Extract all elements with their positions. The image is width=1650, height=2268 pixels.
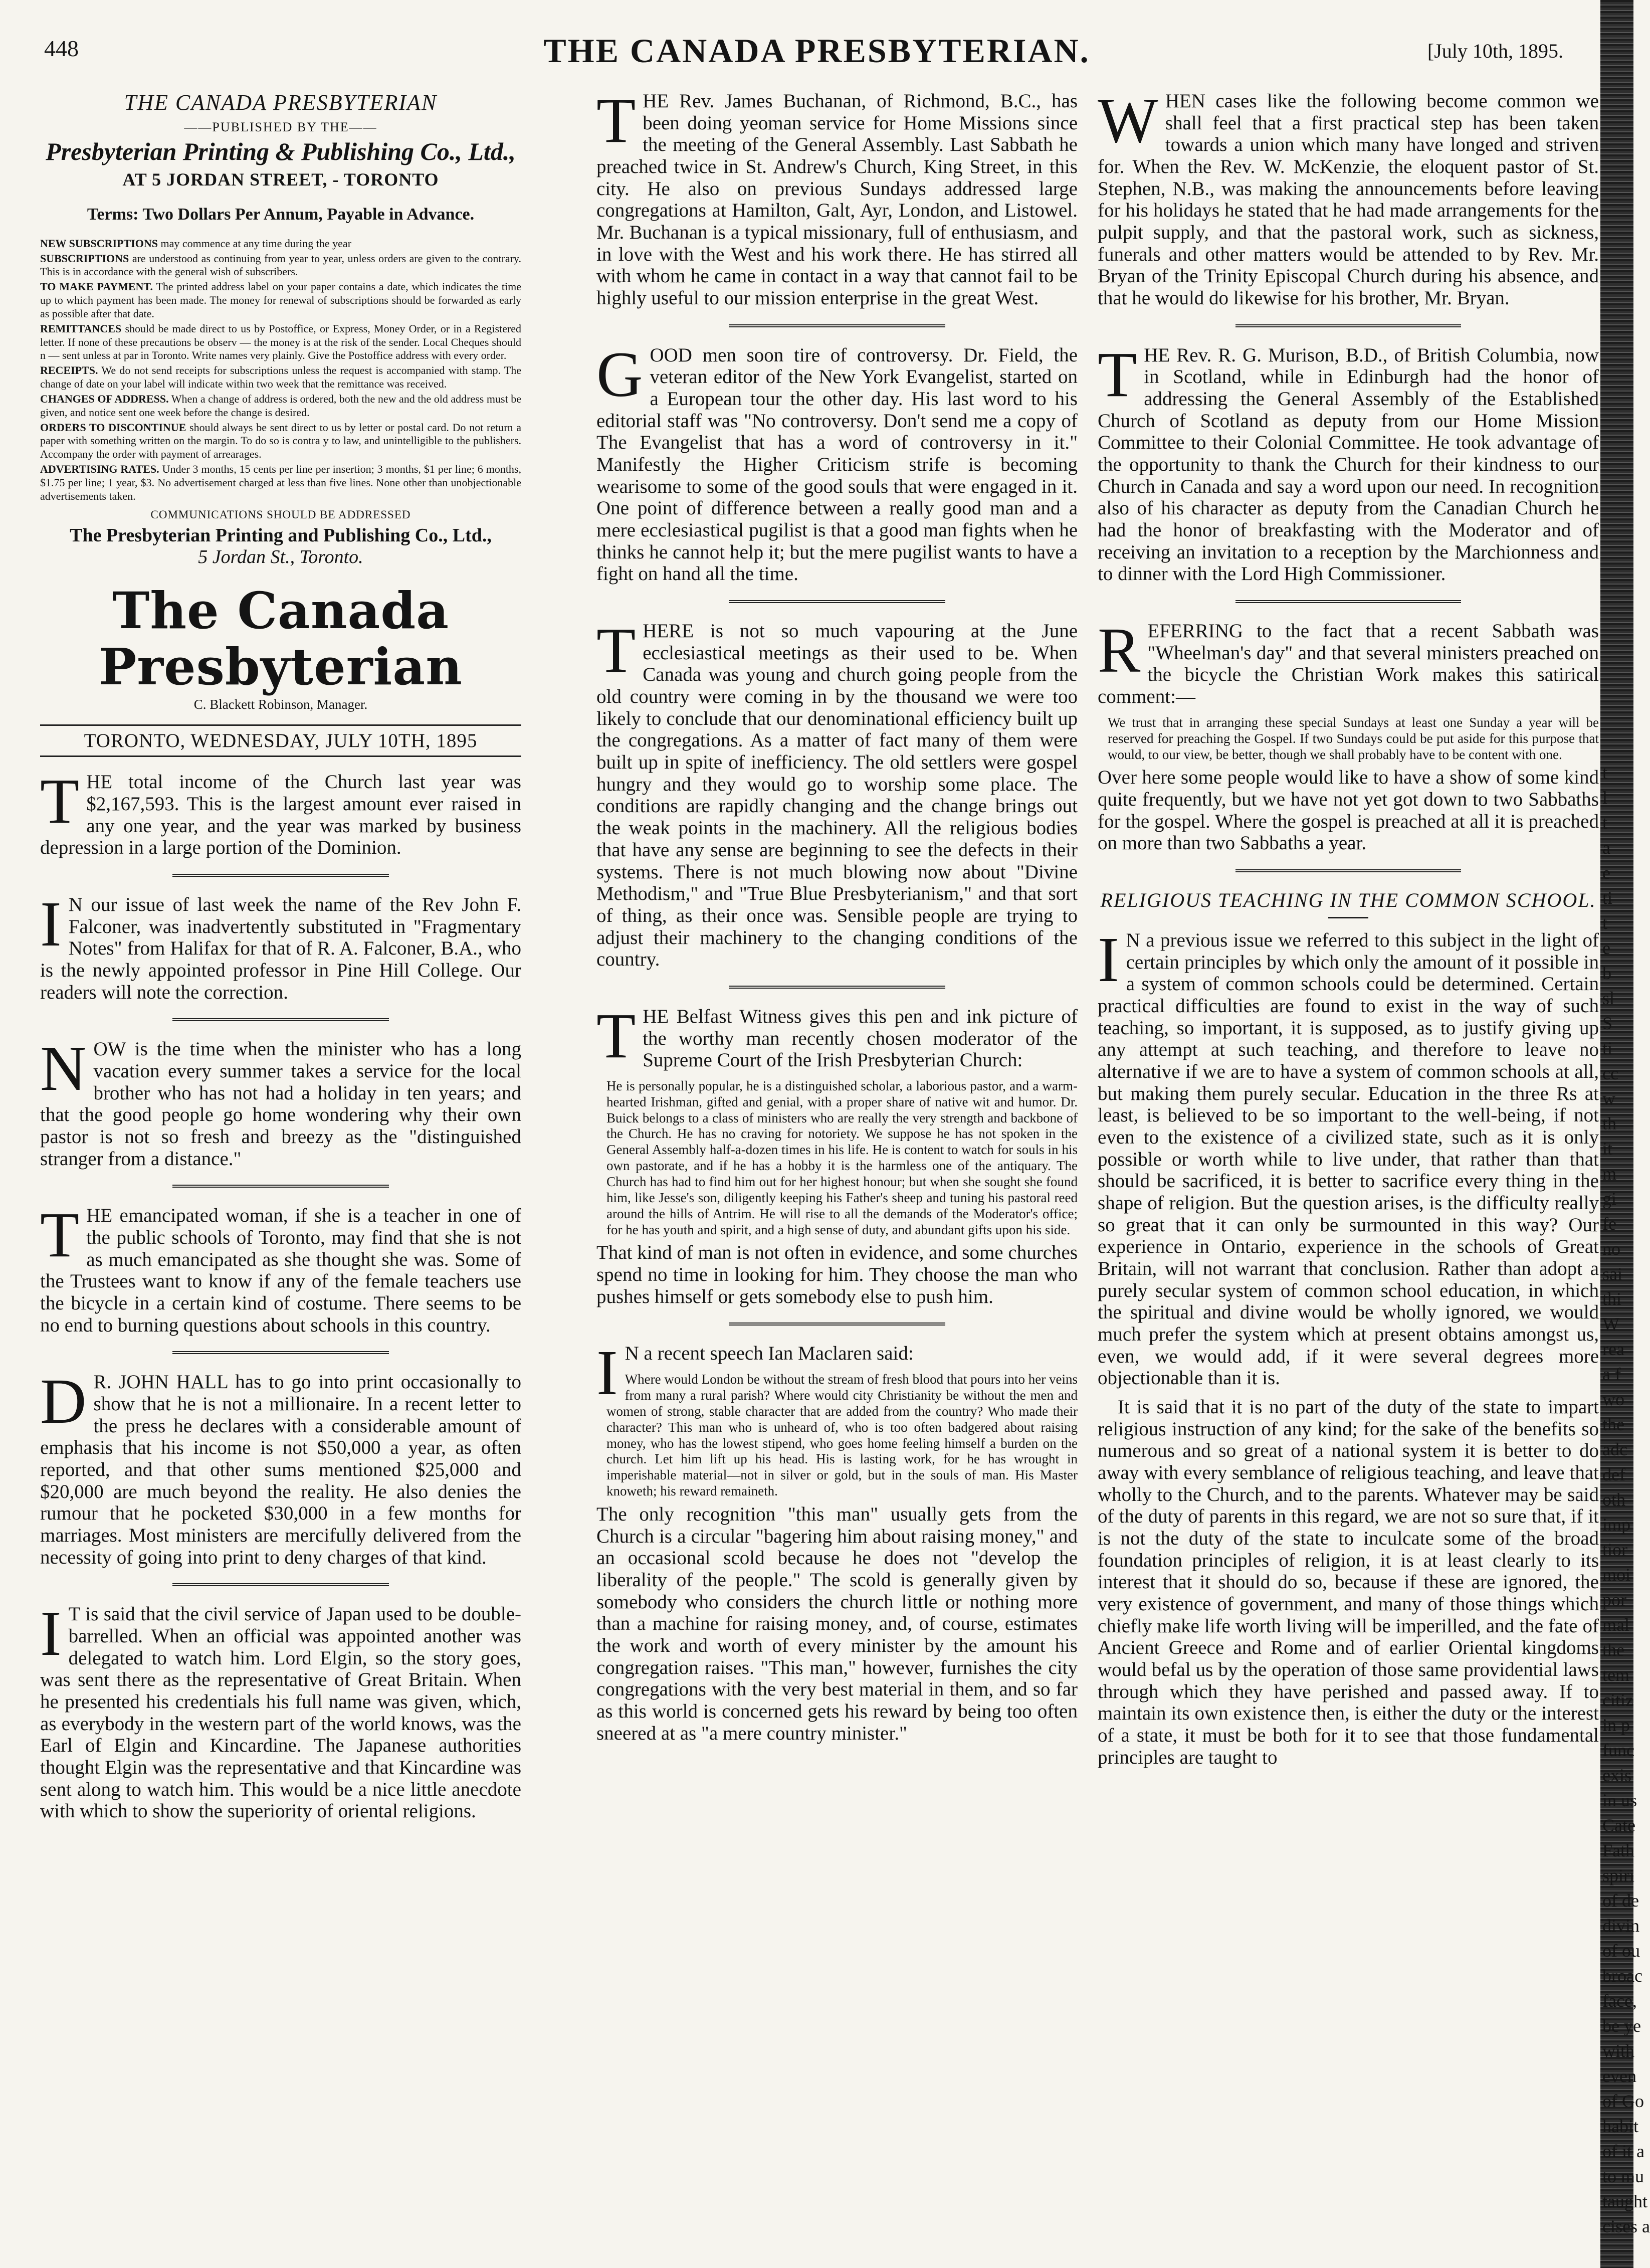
divider	[172, 1018, 389, 1021]
notice-item: ORDERS TO DISCONTINUE should always be sent direct to us by letter or postal card. Do not return a paper with something written on the margin. To do so is contra y to law, and unintelligible to the publishers. Accompany the order with payment of arrearages.	[40, 421, 521, 461]
bleed-through-fragment: thi	[1602, 1289, 1622, 1309]
bleed-through-fragment: with	[1602, 2041, 1635, 2061]
divider	[172, 874, 389, 877]
bleed-through-fragment: por	[1602, 1590, 1626, 1610]
article: THERE is not so much vapouring at the June ecclesiastical meetings as their used to be. When Canada was young and church going people from the old country were coming in by the thousand we were too likely to conclude that our denominational efficiency built up the congregations. As a matter of fact many of them were built up in spite of inefficiency. The old settlers were gospel hungry and they would go to worship some place. The conditions are rapidly changing and the change brings out the weak points in the machinery. All the religious bodies that have any sense are beginning to see the defects in their systems. There is not much blowing now about "Divine Methodism," and "True Blue Presbyterianism," and that sort of thing, as their once was. Sensible people are trying to adjust their machinery to the changing conditions of the country.	[596, 615, 1078, 971]
article: REFERRING to the fact that a recent Sabbath was "Wheelman's day" and that several ministers preached on the bicycle the Christian Work makes this satirical comment:— We trust that in arranging these special Sundays at least one Sunday a year will be reserved for preaching the Gospel. If two Sundays could be put aside for this purpose that would, to our view, be better, though we shall probably have to be content with one. Over here some people would like to have a show of some kind quite frequently, but we have not yet got down to two Sabbaths for the gospel. Where the gospel is preached at all it is preached on more than two Sabbaths a year.	[1098, 615, 1599, 854]
article: IT is said that the civil service of Japan used to be double-barrelled. When an official was appointed another was delegated to watch him. Lord Elgin, so the story goes, was sent there as the representative of Great Britain. When he presented his credentials his full name was given, which, as everybody in the western part of the world knows, was the Earl of Elgin and Kincardine. The Japanese authorities thought Elgin was the representative and that Kincardine was sent along to watch him. This would be a nice little anecdote with which to show the superiority of oriental religions.	[40, 1598, 521, 1822]
bleed-through-fragment: of ou	[1602, 1941, 1640, 1961]
notice-item: TO MAKE PAYMENT. The printed address label on your paper contains a date, which indicates the time up to which payment has been made. The money for renewal of subscriptions should be forwarded as early as possible after that date.	[40, 280, 521, 320]
bleed-through-fragment: of Go	[1602, 2091, 1644, 2111]
notice-item: SUBSCRIPTIONS are understood as continuing from year to year, unless orders are given to the contrary. This is in accordance with the general wish of subscribers.	[40, 252, 521, 278]
divider	[1235, 869, 1461, 872]
dateline: TORONTO, WEDNESDAY, JULY 10TH, 1895	[40, 724, 521, 758]
bleed-through-fragment: rea	[1602, 1339, 1624, 1359]
bleed-through-fragment: imp	[1602, 1515, 1631, 1535]
bleed-through-fragment: th	[1602, 1113, 1617, 1133]
divider	[1235, 324, 1461, 327]
bleed-through-fragment: e	[1602, 938, 1610, 958]
bleed-through-fragment: broac	[1602, 1966, 1642, 1986]
column-2	[596, 85, 1078, 1759]
bleed-through-fragment: of de	[1602, 1891, 1639, 1911]
bleed-through-fragment: t	[1602, 763, 1608, 783]
page-header-title: THE CANADA PRESBYTERIAN.	[543, 32, 1090, 70]
block-quote: We trust that in arranging these special Sundays at least one Sunday a year will be reserved for preaching the Gospel. If two Sundays could be put aside for this purpose that would, to our view, be better, though we shall probably have to be content with one.	[1108, 714, 1599, 762]
page-number: 448	[44, 36, 79, 61]
bleed-through-fragment: exis	[1602, 1765, 1631, 1785]
divider	[1328, 917, 1368, 918]
bleed-through-fragment: l	[1602, 788, 1608, 808]
divider	[729, 600, 945, 603]
bleed-through-fragment: ti	[1602, 888, 1613, 908]
gothic-title: The Canada Presbyterian	[99, 581, 463, 697]
bleed-through-fragment: func	[1602, 1740, 1634, 1760]
article: THE Rev. James Buchanan, of Richmond, B.C., has been doing yeoman service for Home Missions since the meeting of the General Assembly. Last Sabbath he preached twice in St. Andrew's Church, King Street, in this city. He also on previous Sundays addressed large congregations at Hamilton, Galt, Ayr, London, and Listowel. Mr. Buchanan is a typical missionary, full of enthusiasm, and in love with the West and his work there. He has stirred all with whom he came in contact in a way that cannot fail to be highly useful to our mission enterprise in the great West.	[596, 85, 1078, 309]
bleed-through-fragment: mal	[1602, 1615, 1629, 1635]
bleed-through-fragment: W	[1602, 1314, 1619, 1334]
bleed-through-fragment: sai	[1602, 1264, 1622, 1284]
divider	[172, 1185, 389, 1188]
page-header-date: [July 10th, 1895.	[1427, 40, 1563, 62]
masthead-name: THE CANADA PRESBYTERIAN	[124, 90, 438, 115]
masthead-terms: Terms: Two Dollars Per Annum, Payable in Advance.	[87, 205, 475, 224]
bleed-through-fragment: be ye	[1602, 2016, 1641, 2036]
divider	[1235, 600, 1461, 603]
bleed-through-fragment: Cate	[1602, 1815, 1635, 1835]
article: IN a previous issue we referred to this subject in the light of certain principles by which only the amount of it possible in a system of common schools could be determined. Certain practical difficulties are found to exist in the way of such teaching, so important, it is supposed, as to justify giving up any attempt at such teaching, and therefore to leave no alternative if we are to have a system of common schools at all, but making them purely secular. Education in the three Rs at least, is believed to be so important to the well-being, if not even to the existence of a civilized state, such as it is only possible or worth while to live under, that rather than that should be sacrificed, it is better to sacrifice every thing in the shape of religion. But the question arises, is the difficulty really so great that it can only be surmounted in this way? Our experience in Ontario, experience in the schools of Great Britain, will not warrant that conclusion. Rather than adopt a purely secular system of common school education, in which the spiritual and divine would be wholly ignored, we would much prefer the system which at present obtains amongst us, even, we would add, if it were several degrees more objectionable than it is. It is said that it is no part of the duty of the state to impart religious instruction of any kind; for the sake of the benefits so numerous and so great of a national system it is better to do away with every semblance of religious teaching, and leave that wholly to the Church, and to the parents. Whatever may be said of the duty of parents in this regard, we are not so sure that, if it is not the duty of the state to inculcate some of the broad foundation principles of religion, it is at least clearly to its interest that it should do so, because if these are ignored, the very existence of government, and many of those things which chiefly make life worth living will be imperilled, and the fate of Ancient Greece and Rome and of earlier Oriental kingdoms would befal us by the operation of those same providential laws through which they have perished and passed away. If to maintain its own existence then, is either the duty or the interest of a state, it must be both for it to see that those fundamental principles are taught to	[1098, 923, 1599, 1768]
column-3	[1098, 85, 1599, 1783]
article: THE Rev. R. G. Murison, B.D., of British Columbia, now in Scotland, while in Edinburgh had the honor of addressing the General Assembly of the Established Church of Scotland as deputy from our Home Mission Committee to their Colonial Committee. He took advantage of the opportunity to thank the Church for their kindness to our Church in Canada and say a word upon our need. In recognition also of his character as deputy from the Canadian Church he had the honor of breakfasting with the Moderator and of receiving an invitation to a reception by the Marchionness and to dinner with the Lord High Commissioner.	[1098, 338, 1599, 585]
bleed-through-fragment: tem	[1602, 1665, 1629, 1685]
bleed-through-fragment: cc	[1602, 1063, 1618, 1083]
notice-item: NEW SUBSCRIPTIONS may commence at any time during the year	[40, 237, 352, 250]
bleed-through-fragment: S	[1602, 1013, 1613, 1033]
article: THE total income of the Church last year was $2,167,593. This is the largest amount ever raised in any one year, and the year was marked by business depression in a large portion of the Dominion.	[40, 766, 521, 859]
bleed-through-fragment: Fath	[1602, 1840, 1635, 1860]
bleed-through-fragment: even	[1602, 2066, 1636, 2086]
bleed-through-fragment: tior	[1602, 1540, 1627, 1560]
notice-item: ADVERTISING RATES. Under 3 months, 15 cents per line per insertion; 3 months, $1 per line; 6 months, $1.75 per line; 1 year, $3. No advertisement charged at less than five lines. None other than unobjectionable advertisements taken.	[40, 463, 521, 502]
masthead-address: AT 5 JORDAN STREET, - TORONTO	[122, 169, 439, 190]
manager-line: C. Blackett Robinson, Manager.	[193, 697, 368, 712]
bleed-through-fragment: habit	[1602, 2116, 1638, 2136]
masthead-published-by: ——PUBLISHED BY THE——	[184, 120, 377, 135]
masthead-company: Presbyterian Printing & Publishing Co., Ltd.,	[46, 137, 516, 166]
divider	[729, 1322, 945, 1326]
notice-item: CHANGES OF ADDRESS. When a change of address is ordered, both the new and the old address must be given, and notice sent one week before the change is desired.	[40, 392, 521, 419]
bleed-through-fragment: citiz	[1602, 1690, 1633, 1710]
bleed-through-fragment: oth	[1602, 1489, 1626, 1509]
article: THE Belfast Witness gives this pen and ink picture of the worthy man recently chosen moderator of the Supreme Court of the Irish Presbyterian Church: He is personally popular, he is a distinguished scholar, a laborious pastor, and a warm-hearted Irishman, gifted and genial, with a proper share of native wit and humor. Dr. Buick belongs to a class of ministers who are really the very strength and backbone of the Church. He has no craving for notoriety. We suppose he has not spoken in the General Assembly half-a-dozen times in his life. He is content to watch for souls in his own pastorate, and if he has a hobby it is the harmless one of the antiquary. The Church has had to find him out for her highest honour; but when she sought she found him, like Jesse's son, diligently keeping his Father's sheep and tuning his pastoral reed around the hills of Antrim. He will rise to all the demands of the Moderator's office; for he has youth and spirit, and a high sense of duty, and abundant gifts upon his side. That kind of man is not often in evidence, and some churches spend no time in looking for him. They choose the man who pushes himself or gets somebody else to push him.	[596, 1000, 1078, 1307]
bleed-through-fragment: in us	[1602, 1790, 1637, 1810]
bleed-through-fragment: to mu	[1602, 2166, 1644, 2186]
article: GOOD men soon tire of controversy. Dr. Field, the veteran editor of the New York Evangelist, started on a European tour the other day. His last word to his editorial staff was "No controversy. Don't send me a copy of The Evangelist that has a word of controversy in it." Manifestly the Higher Criticism strife is becoming wearisome to some of the good souls that were engaged in it. One point of difference between a really good man and a mere ecclesiastical pugilist is that a good man fights when he thinks he cannot help it; but the mere pugilist wants to have a fight on hand all the time.	[596, 338, 1078, 585]
bleed-through-fragment: in p	[1602, 1715, 1630, 1735]
bleed-through-fragment: moi	[1602, 1565, 1631, 1585]
masthead-notices	[40, 237, 521, 503]
notice-item: REMITTANCES should be made direct to us by Postoffice, or Express, Money Order, or in a Registered letter. If none of these precautions be observ — the money is at the risk of the sender. Local Cheques should n — sent unless at par in Toronto. Write names very plainly. Give the Postoffice address with every order.	[40, 322, 522, 362]
bleed-through-fragment: the	[1602, 1414, 1624, 1434]
section-title: RELIGIOUS TEACHING IN THE COMMON SCHOOL.	[1100, 889, 1596, 912]
divider	[172, 1351, 389, 1354]
article: WHEN cases like the following become common we shall feel that a first practical step has been taken towards a union which many have longed and striven for. When the Rev. W. McKenzie, the eloquent pastor of St. Stephen, N.B., was making the announcements before leaving for his holidays he stated that he had made arrangements for the pulpit supply, and that the pastoral work, such as sickness, funerals and other matters would be attended to by Rev. Mr. Bryan of the Trinity Episcopal Church during his absence, and that he would do likewise for his brother, Mr. Bryan.	[1098, 85, 1599, 309]
bleed-through-fragment: spiri	[1602, 1865, 1635, 1885]
divider	[729, 986, 945, 989]
article: THE emancipated woman, if she is a teacher in one of the public schools of Toronto, may find that she is not as much emancipated as she thought she was. Some of the Trustees want to know if any of the female teachers use the bicycle in a certain kind of costume. There seems to be no end to burning questions about schools in this country.	[40, 1199, 521, 1336]
bleed-through-fragment: taught	[1602, 2191, 1647, 2211]
column-1	[40, 90, 521, 1837]
bleed-through-fragment: no	[1602, 1239, 1620, 1259]
bleed-through-fragment: m	[1602, 1164, 1617, 1184]
divider	[729, 324, 945, 327]
bleed-through-fragment: divin	[1602, 1916, 1640, 1936]
block-quote: Where would London be without the stream of fresh blood that pours into her veins from many a rural parish? Where would city Christianity be without the men and women of strong, stable character that are added from the country? Who made their character? This man who is unheard of, who is too often badgered about raising money, who has the lowest stipend, who goes home feeling himself a burden on the church. Let him lift up his head. His is lasting work, for he has wrought in imperishable material—not in silver or gold, but in the souls of man. His Master knoweth; his reward remaineth.	[606, 1372, 1078, 1499]
bleed-through-fragment: fe	[1602, 1214, 1616, 1234]
bleed-through-fragment: cises a	[1602, 2216, 1650, 2236]
block-quote: He is personally popular, he is a distinguished scholar, a laborious pastor, and a warm-hearted Irishman, gifted and genial, with a proper share of native wit and humor. Dr. Buick belongs to a class of ministers who are really the very strength and backbone of the Church. He has no craving for notoriety. We suppose he has not spoken in the General Assembly half-a-dozen times in his life. He is content to watch for souls in his own pastorate, and if he has a hobby it is the harmless one of the antiquary. The Church has had to find him out for her highest honour; but when she sought she found him, like Jesse's son, diligently keeping his Father's sheep and tuning his pastoral reed around the hills of Antrim. He will rise to all the demands of the Moderator's office; for he has youth and spirit, and a high sense of duty, and abundant gifts upon his side.	[606, 1078, 1078, 1237]
bleed-through-fragment: a	[1602, 838, 1610, 858]
bleed-through-fragment: t	[1602, 813, 1608, 833]
bleed-through-fragment: ti	[1602, 1038, 1613, 1058]
masthead-communications: COMMUNICATIONS SHOULD BE ADDRESSED	[150, 508, 411, 521]
article: IN our issue of last week the name of the Rev John F. Falconer, was inadvertently substituted in "Fragmentary Notes" from Halifax for that of R. A. Falconer, B.A., who is the newly appointed professor in Pine Hill College. Our readers will note the correction.	[40, 888, 521, 1003]
article: IN a recent speech Ian Maclaren said: Where would London be without the stream of fresh blood that pours into her veins from many a rural parish? Where would city Christianity be without the men and women of strong, stable character that are added from the country? Who made their character? This man who is unheard of, who is too often badgered about raising money, who has the lowest stipend, who goes home feeling himself a burden on the church. Let him lift up his head. His is lasting work, for he has wrought in imperishable material—not in silver or gold, but in the souls of man. His Master knoweth; his reward remaineth. The only recognition "this man" usually gets from the Church is a circular "bagering him about raising money," and an occasional scold because he does not "develop the liberality of the people." The scold is generally given by somebody who considers the church little or nothing more than a machine for raising money, and, of course, estimates the work and worth of every minister by the amount his congregation raises. "This man," however, furnishes the city congregations with the very best material in them, and so far as this world is concerned gets his reward by being too often sneered at as "a mere country minister."	[596, 1337, 1078, 1744]
divider	[172, 1583, 389, 1586]
bleed-through-fragment: e	[1602, 863, 1610, 883]
bleed-through-fragment: w	[1602, 1088, 1615, 1108]
bleed-through-fragment: wo	[1602, 1389, 1624, 1409]
bleed-through-fragment: b	[1602, 963, 1611, 983]
masthead-footer-address: 5 Jordan St., Toronto.	[198, 546, 363, 568]
bleed-through-fragment: t	[1602, 913, 1608, 933]
bleed-through-fragment: sl	[1602, 988, 1615, 1008]
notice-item: RECEIPTS. We do not send receipts for subscriptions unless the request is accompanied with stamp. The change of date on your label will indicate within two week that the remittance was received.	[40, 364, 521, 391]
bleed-through-fragment: of it a	[1602, 2141, 1644, 2161]
bleed-through-fragment: gi	[1602, 1189, 1617, 1209]
bleed-through-fragment: adc	[1602, 1439, 1627, 1459]
article: NOW is the time when the minister who has a long vacation every summer takes a service for the local brother who has not had a holiday in ten years; and that the good people go home wondering why their own pastor is not so fresh and breezy as the "distinguished stranger from a distance."	[40, 1033, 521, 1170]
article: DR. JOHN HALL has to go into print occasionally to show that he is not a millionaire. In a recent letter to the press he declares with a considerable amount of emphasis that his income is not $50,000 a year, as often reported, and that other sums mentioned $25,000 and $20,000 are much beyond the reality. He also denies the rumour that he pocketed $30,000 in a few months for marriages. Most ministers are mercifully delivered from the necessity of going into print to deny charges of that kind.	[40, 1366, 521, 1568]
bleed-through-fragment: def	[1602, 1464, 1625, 1484]
masthead-footer-company: The Presbyterian Printing and Publishing Co., Ltd.,	[70, 525, 492, 546]
bleed-through-fragment: it	[1602, 1139, 1613, 1159]
bleed-through-fragment: face,	[1602, 1991, 1637, 2011]
bleed-through-fragment: the	[1602, 1640, 1624, 1660]
bleed-through-fragment: a f	[1602, 1364, 1621, 1384]
